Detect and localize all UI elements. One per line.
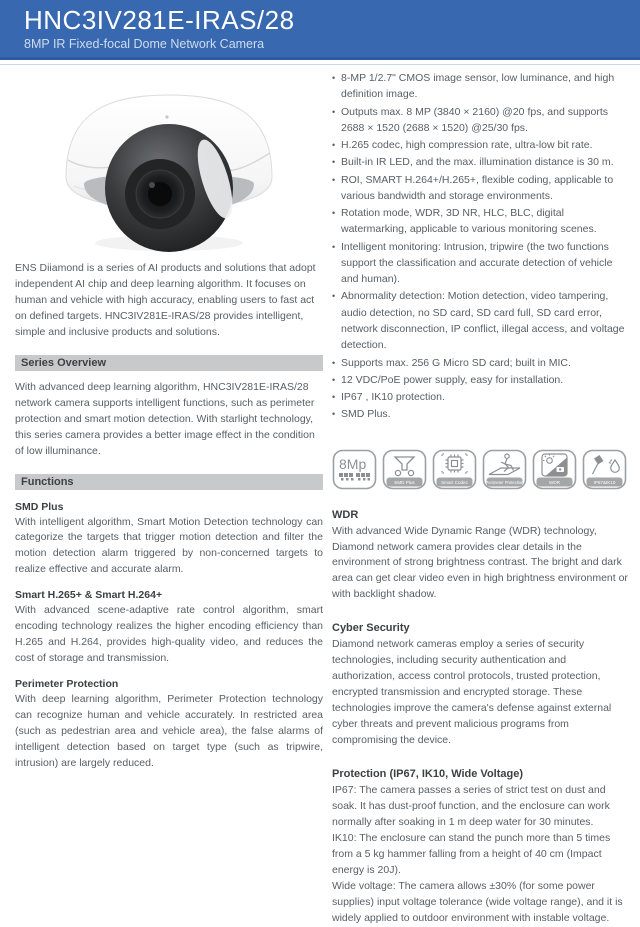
function-title: Smart H.265+ & Smart H.264+ (15, 589, 163, 602)
badge-label: Perimeter Protection (485, 479, 524, 485)
intro-paragraph: ENS Diiamond is a series of AI products and solutions that adopt independent AI chip and deep learning algorithm. It focuses on human and vehicle with high accuracy, enabling users to fast act on defined targets. HNC3IV281E-IRAS/28 provides intelligent, simple and inclusive products and solutions. (15, 262, 316, 338)
feature-bullet: • Built-in IR LED, and the max. illumination distance is 30 m. (332, 154, 632, 170)
right-section-wdr (332, 509, 632, 604)
section-header-series-overview: Series Overview (15, 355, 323, 371)
badge-label: Smart Codec (441, 479, 468, 485)
left-column (15, 65, 323, 927)
wdr-contrast-icon (532, 449, 577, 490)
right-section-text: Wide voltage: The camera allows ±30% (for some power supplies) input voltage tolerance (wide voltage range), and it is widely applied to outdoor environment with instable voltage. (332, 879, 623, 924)
right-section-text: With advanced Wide Dynamic Range (WDR) technology, Diamond network camera provides clear details in the environment of strong brightness contrast. The bright and dark area can get clear video even in high brightness environment or with backlight shadow. (332, 524, 628, 601)
function-block-smart-codec (15, 589, 323, 667)
capability-badge-row (332, 449, 632, 490)
section-header-functions: Functions (15, 474, 323, 490)
badge-label: 8Mp (339, 455, 367, 472)
right-section-title: Cyber Security (332, 622, 410, 635)
feature-bullet: • SMD Plus. (332, 406, 632, 422)
series-overview-text: With advanced deep learning algorithm, HNC3IV281E-IRAS/28 network camera supports intelligent functions, such as perimeter protection and smart motion detection. With starlight technology, this series camera provides a better image effect in the condition of low illuminance. (15, 380, 315, 457)
ip67-ik10-icon (582, 449, 627, 490)
header-banner (0, 0, 640, 60)
camera-product-image (15, 65, 323, 261)
perimeter-protection-icon (482, 449, 527, 490)
badge-label: SMD Plus (394, 479, 415, 485)
right-section-text: Diamond network cameras employ a series of security technologies, including security authentication and authorization, access control protocols, trusted protection, encrypted transmission and encrypted storage. These technologies improve the camera's defense against external cyber threats and prevent malicious programs from compromising the device. (332, 638, 612, 747)
feature-bullet: • H.265 codec, high compression rate, ultra-low bit rate. (332, 137, 632, 153)
right-section-text: IK10: The enclosure can stand the punch more than 5 times from a 5 kg hammer falling from a height of 40 cm (Impact energy is 20J). (332, 831, 611, 876)
feature-bullet: • 8-MP 1/2.7" CMOS image sensor, low luminance, and high definition image. (332, 70, 632, 103)
right-section-protection (332, 768, 632, 927)
function-title: SMD Plus (15, 500, 64, 513)
datasheet-body (0, 65, 640, 927)
function-block-smd-plus (15, 501, 323, 579)
feature-bullet: • ROI, SMART H.264+/H.265+, flexible coding, applicable to various bandwidth and storage environments. (332, 172, 632, 205)
product-title: HNC3IV281E-IRAS/28 (24, 5, 295, 35)
function-block-perimeter-protection (15, 678, 323, 772)
feature-bullet: • Supports max. 256 G Micro SD card; built in MIC. (332, 355, 632, 371)
function-title: Perimeter Protection (15, 678, 119, 691)
feature-bullet: • Outputs max. 8 MP (3840 × 2160) @20 fps, and supports 2688 × 1520 (2688 × 1520) @25/30 fps. (332, 104, 632, 137)
8mp-resolution-icon (332, 449, 377, 490)
function-text: With advanced scene-adaptive rate control algorithm, smart encoding technology realizes the higher encoding efficiency than H.265 and H.264, provides high-quality video, and reduces the cost of storage and transmission. (15, 604, 323, 665)
smd-filter-icon (382, 449, 427, 490)
right-section-title: WDR (332, 508, 359, 521)
dome-camera-illustration (38, 67, 300, 259)
badge-label: IP67&IK10 (593, 479, 616, 485)
feature-bullet: • IP67 , IK10 protection. (332, 389, 632, 405)
smart-codec-chip-icon (432, 449, 477, 490)
feature-bullet: • Rotation mode, WDR, 3D NR, HLC, BLC, digital watermarking, applicable to various monitoring scenes. (332, 205, 632, 238)
feature-bullet: • 12 VDC/PoE power supply, easy for installation. (332, 372, 632, 388)
right-section-cyber-security (332, 622, 632, 749)
function-text: With deep learning algorithm, Perimeter Protection technology can recognize human and vehicle accurately. In restricted area (such as pedestrian area and vehicle area), the false alarms of intelligent detection based on target type (such as tripwire, intrusion) are largely reduced. (15, 693, 323, 769)
badge-label: WDR (549, 479, 560, 485)
function-text: With intelligent algorithm, Smart Motion Detection technology can categorize the targets that trigger motion detection and filter the motion detection alarm triggered by non-concerned targets to realize effective and accurate alarm. (15, 515, 323, 576)
feature-bullet-list (332, 70, 632, 423)
right-section-title: Protection (IP67, IK10, Wide Voltage) (332, 768, 524, 781)
right-column (332, 65, 632, 927)
feature-bullet: • Intelligent monitoring: Intrusion, tripwire (the two functions support the classification and accurate detection of vehicle and human). (332, 239, 632, 288)
product-subtitle: 8MP IR Fixed-focal Dome Network Camera (24, 37, 265, 51)
feature-bullet: • Abnormality detection: Motion detection, video tampering, audio detection, no SD card, SD card full, SD card error, network disconnection, IP conflict, illegal access, and voltage detection. (332, 288, 632, 353)
right-section-text: IP67: The camera passes a series of strict test on dust and soak. It has dust-proof function, and the enclosure can work normally after soaking in 1 m deep water for 30 minutes. (332, 784, 610, 828)
